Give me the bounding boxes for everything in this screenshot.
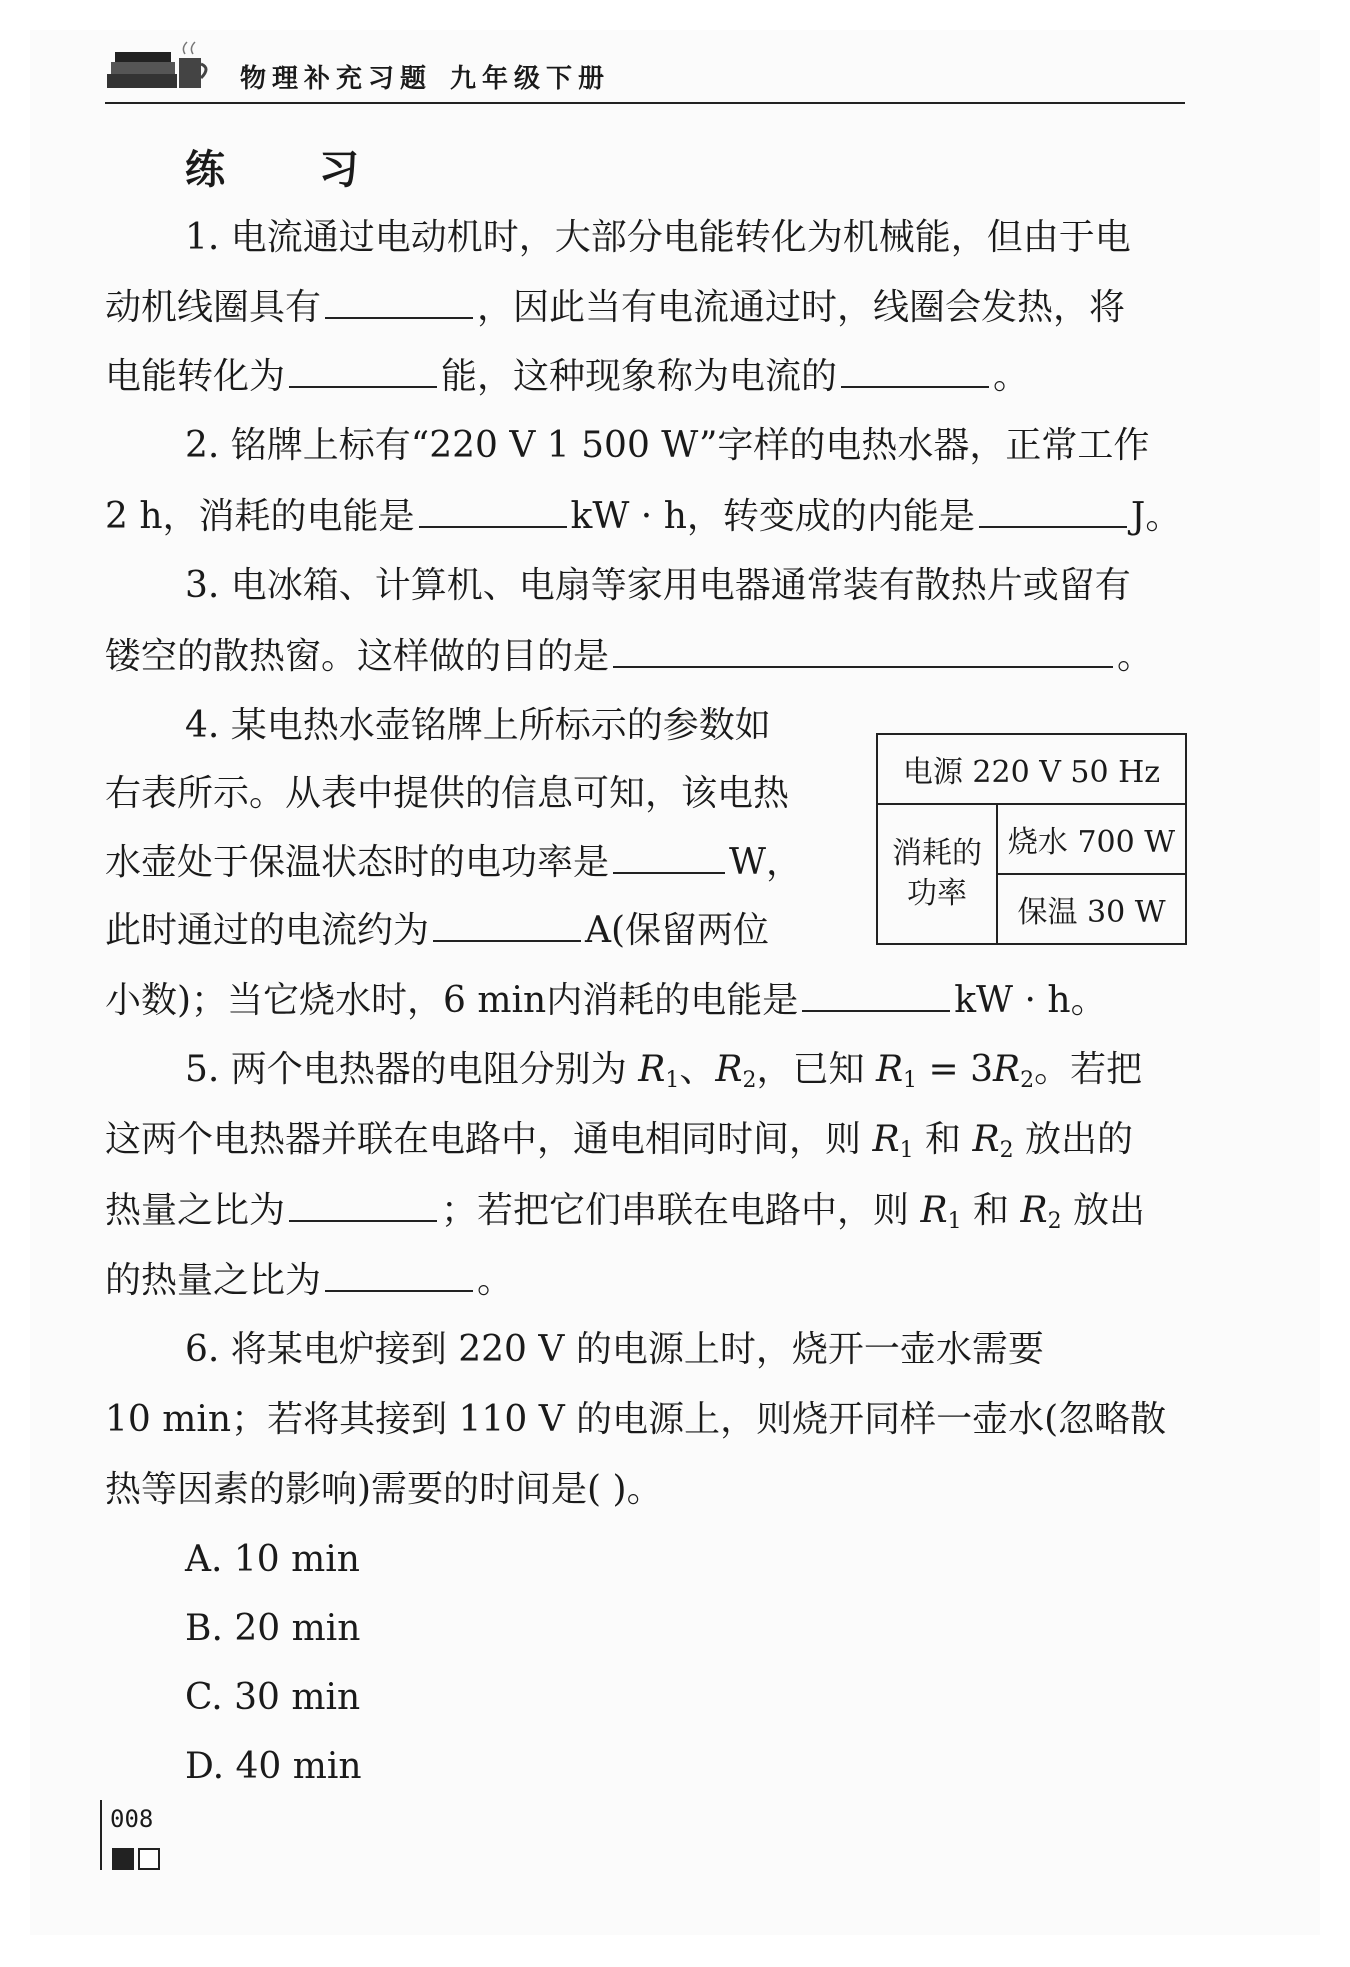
answer-blank[interactable] — [325, 1256, 473, 1292]
q5-line4: 的热量之比为 。 — [105, 1256, 513, 1305]
option-b[interactable]: B. 20 min — [185, 1608, 361, 1649]
page-number-bar — [100, 1800, 102, 1870]
q4-line1: 4. 某电热水壶铭牌上所标示的参数如 — [185, 705, 771, 746]
q4-line3: 水壶处于保温状态时的电功率是 W， — [105, 838, 802, 887]
q1-line2: 动机线圈具有 ，因此当有电流通过时，线圈会发热，将 — [105, 283, 1125, 332]
answer-blank[interactable] — [802, 976, 950, 1012]
q3-line2: 镂空的散热窗。这样做的目的是 。 — [105, 632, 1153, 681]
q5-line2: 这两个电热器并联在电路中，通电相同时间，则 $R_1$ 和 $R_2$ 放出的 — [105, 1119, 1134, 1163]
answer-blank[interactable] — [325, 283, 473, 319]
book-title: 物理补充习题 — [240, 64, 433, 94]
page-header — [105, 38, 1185, 104]
answer-blank[interactable] — [613, 632, 1113, 668]
spec-table — [876, 733, 1187, 945]
answer-blank[interactable] — [419, 492, 567, 528]
section-title: 练 习 — [185, 146, 399, 193]
page-number: 008 — [110, 1805, 154, 1833]
spec-power-label: 消耗的 功率 — [877, 804, 997, 944]
option-a[interactable]: A. 10 min — [185, 1539, 360, 1580]
spec-keep-warm-power: 保温 30 W — [997, 874, 1186, 944]
answer-blank[interactable] — [289, 1186, 437, 1222]
q6-line1: 6. 将某电炉接到 220 V 的电源上时，烧开一壶水需要 — [185, 1329, 1044, 1370]
q4-line4: 此时通过的电流约为 A(保留两位 — [105, 906, 769, 955]
q4-line2: 右表所示。从表中提供的信息可知，该电热 — [105, 773, 790, 814]
answer-blank[interactable] — [613, 838, 725, 874]
q2-line2: 2 h，消耗的电能是 kW · h，转变成的内能是 J。 — [105, 492, 1181, 541]
filled-square-icon — [112, 1848, 134, 1870]
spec-power-source: 电源 220 V 50 Hz — [877, 734, 1186, 804]
spec-boil-power: 烧水 700 W — [997, 804, 1186, 874]
q6-line3: 热等因素的影响)需要的时间是( )。 — [105, 1469, 663, 1510]
q6-line2: 10 min；若将其接到 110 V 的电源上，则烧开同样一壶水(忽略散 — [105, 1399, 1167, 1440]
header-rule — [105, 102, 1185, 104]
q5-line1: 5. 两个电热器的电阻分别为 $R_1$、$R_2$，已知 $R_1 = 3R_2$。若把 — [185, 1049, 1143, 1093]
answer-blank[interactable] — [841, 352, 989, 388]
empty-square-icon — [138, 1848, 160, 1870]
q4-line5: 小数)；当它烧水时，6 min内消耗的电能是 kW · h。 — [105, 976, 1107, 1025]
q5-line3: 热量之比为 ；若把它们串联在电路中，则 $R_1$ 和 $R_2$ 放出 — [105, 1186, 1145, 1246]
book-volume: 九年级下册 — [450, 64, 611, 94]
option-d[interactable]: D. 40 min — [185, 1746, 362, 1787]
answer-blank[interactable] — [979, 492, 1127, 528]
q3-line1: 3. 电冰箱、计算机、电扇等家用电器通常装有散热片或留有 — [185, 565, 1131, 606]
q1-line3: 电能转化为 能，这种现象称为电流的 。 — [105, 352, 1029, 401]
option-c[interactable]: C. 30 min — [185, 1677, 361, 1718]
answer-blank[interactable] — [433, 906, 581, 942]
q2-line1: 2. 铭牌上标有“220 V 1 500 W”字样的电热水器，正常工作 — [185, 425, 1150, 466]
q1-line1: 1. 电流通过电动机时，大部分电能转化为机械能，但由于电 — [185, 217, 1131, 258]
books-cup-icon — [105, 40, 215, 100]
answer-blank[interactable] — [289, 352, 437, 388]
